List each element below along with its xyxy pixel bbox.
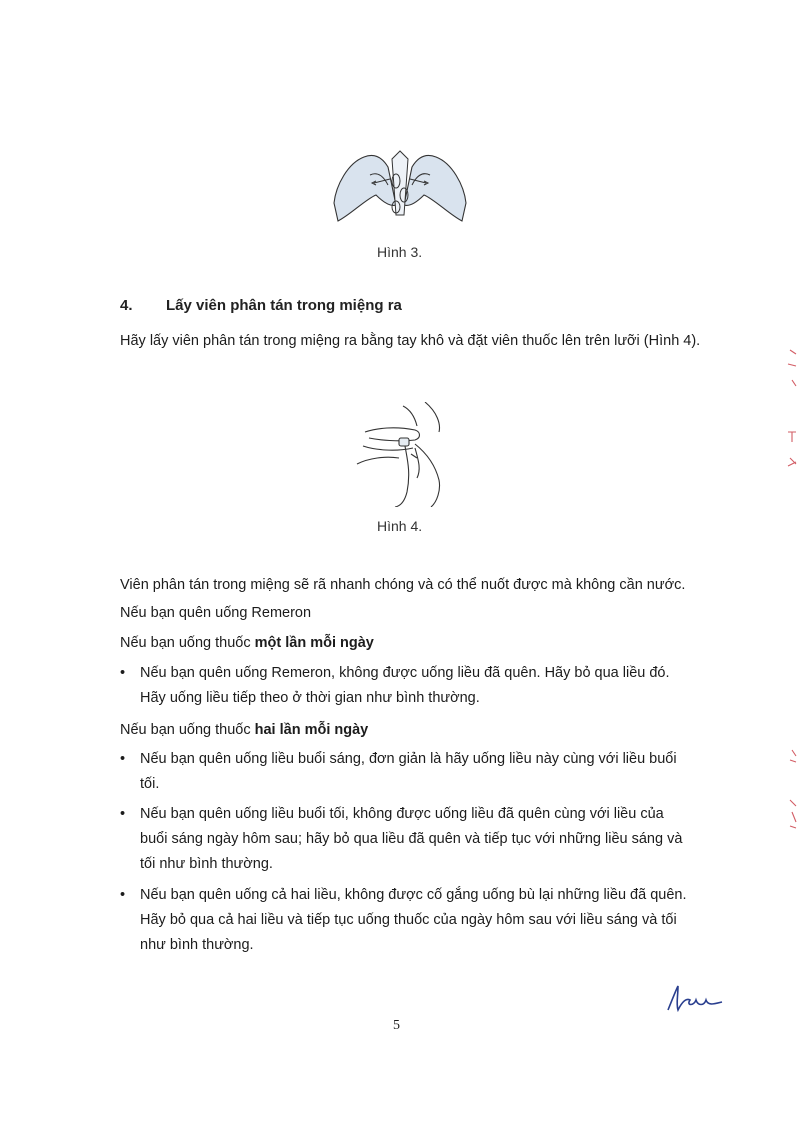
figure-4-mouth-illustration [355, 402, 450, 507]
figure-4-caption: Hình 4. [377, 518, 423, 534]
bullet-text: Nếu bạn quên uống liều buổi sáng, đơn giản là hãy uống liều này cùng với liều buổi tối. [140, 751, 677, 792]
bullet-marker: • [120, 751, 126, 767]
bullet-text: Nếu bạn quên uống cả hai liều, không được cố gắng uống bù lại những liều đã quên. Hãy bỏ qua cả hai liều và tiếp tục uống thuốc của ngày hôm sau với liều sáng và tối như bình thường. [140, 887, 687, 953]
section-4-heading [120, 297, 402, 314]
once-daily-heading [120, 631, 705, 656]
bullet-marker: • [120, 806, 126, 822]
forgot-dose-heading: Nếu bạn quên uống Remeron [120, 605, 312, 621]
section-number: 4. [120, 297, 133, 314]
section-title: Lấy viên phân tán trong miệng ra [166, 297, 402, 314]
bullet-marker: • [120, 665, 126, 681]
once-daily-emphasis: một lần mỗi ngày [254, 635, 374, 651]
figure-3-caption: Hình 3. [377, 244, 423, 260]
bullet-text: Nếu bạn quên uống Remeron, không được uống liều đã quên. Hãy bỏ qua liều đó. Hãy uống liều tiếp theo ở thời gian như bình thường. [140, 665, 670, 706]
figure-3-hands-illustration [330, 145, 470, 235]
handwritten-signature [664, 982, 724, 1014]
twice-daily-prefix: Nếu bạn uống thuốc [120, 722, 255, 738]
dissolve-note: Viên phân tán trong miệng sẽ rã nhanh chóng và có thể nuốt được mà không cần nước. [120, 577, 686, 593]
bullet-marker: • [120, 887, 126, 903]
twice-daily-emphasis: hai lần mỗi ngày [254, 722, 369, 738]
once-daily-prefix: Nếu bạn uống thuốc [120, 635, 255, 651]
section-4-body: Hãy lấy viên phân tán trong miệng ra bằng tay khô và đặt viên thuốc lên trên lưỡi (Hình 4). [120, 333, 701, 349]
twice-daily-heading [120, 718, 705, 743]
bullet-text: Nếu bạn quên uống liều buổi tối, không được uống liều đã quên cùng với liều của buổi sáng ngày hôm sau; hãy bỏ qua liều đã quên và tiếp tục với những liều sáng và tối như bình thường. [140, 806, 683, 872]
page-number: 5 [393, 1018, 400, 1033]
red-stamp-fragment [784, 340, 800, 840]
